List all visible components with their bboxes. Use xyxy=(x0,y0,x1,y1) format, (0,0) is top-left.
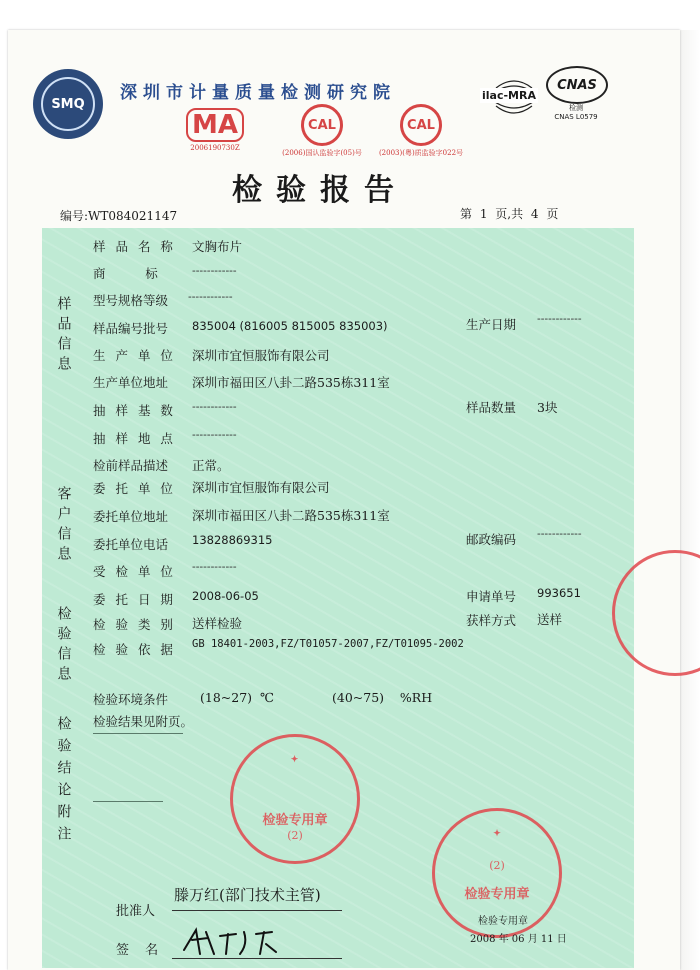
sign-label: 签 名 xyxy=(116,943,165,958)
sample-qty: 3块 xyxy=(537,400,558,415)
entrust-date: 2008-06-05 xyxy=(192,589,259,603)
obtain-label: 获样方式 xyxy=(466,613,517,628)
smq-logo: SMQ xyxy=(33,69,103,139)
page-info: 第 1 页,共 4 页 xyxy=(460,207,559,221)
env-label: 检验环境条件 xyxy=(93,692,169,707)
basis: GB 18401-2003,FZ/T01057-2007,FZ/T01095-2002 xyxy=(192,638,464,650)
cnas-logo: CNAS xyxy=(546,66,608,104)
report-date: 2008 年 06 月 11 日 xyxy=(470,934,567,945)
sampling-base: ------------ xyxy=(192,400,237,413)
prod-date: ------------ xyxy=(537,312,582,325)
institute-name: 深圳市计量质量检测研究院 xyxy=(120,83,396,103)
cal-cert-1: CAL (2006)国认监验字(05)号 xyxy=(282,104,362,158)
producer-addr-label: 生产单位地址 xyxy=(93,375,169,390)
stamp-caption: 检验专用章 xyxy=(478,916,528,927)
basis-label: 检 验 依 据 xyxy=(93,642,176,657)
handwritten-signature xyxy=(176,924,316,960)
pre-desc: 正常。 xyxy=(192,458,230,473)
producer-label: 生 产 单 位 xyxy=(93,348,176,363)
cnas-caption: 检测 CNAS L0579 xyxy=(554,104,598,121)
entrust-date-label: 委 托 日 期 xyxy=(93,592,176,607)
approver-label: 批准人 xyxy=(116,904,156,919)
conclusion-line xyxy=(93,801,163,802)
postcode-label: 邮政编码 xyxy=(466,532,517,547)
sample-name: 文胸布片 xyxy=(192,239,243,254)
client-addr-label: 委托单位地址 xyxy=(93,509,169,524)
apply-no-label: 申请单号 xyxy=(466,589,517,604)
brand: ------------ xyxy=(192,264,237,277)
section-conclusion: 检验结论附注 xyxy=(55,716,72,848)
approver-name: 滕万红(部门技术主管) xyxy=(174,886,321,904)
sample-qty-label: 样品数量 xyxy=(466,400,517,415)
insp-type-label: 检 验 类 别 xyxy=(93,617,176,632)
section-inspection: 检验信息 xyxy=(55,606,72,686)
model: ------------ xyxy=(188,290,233,303)
sampling-place-label: 抽 样 地 点 xyxy=(93,431,176,446)
result-underline xyxy=(93,733,183,734)
sample-name-label: 样 品 名 称 xyxy=(93,239,176,254)
inspected: ------------ xyxy=(192,560,237,573)
brand-label: 商 标 xyxy=(93,266,158,281)
model-label: 型号规格等级 xyxy=(93,293,169,308)
report-title: 检验报告 xyxy=(232,173,408,208)
producer-addr: 深圳市福田区八卦二路535栋311室 xyxy=(192,375,390,390)
center-stamp: ✦ 检验专用章 (2) xyxy=(230,734,360,864)
result-text: 检验结果见附页。 xyxy=(93,714,194,729)
apply-no: 993651 xyxy=(537,586,581,600)
ilac-mra-logo: ilac-MRA xyxy=(482,89,536,102)
sampling-place: ------------ xyxy=(192,428,237,441)
batch-label: 样品编号批号 xyxy=(93,321,169,336)
env-hum: (40~75) %RH xyxy=(332,690,433,705)
section-client: 客户信息 xyxy=(55,486,72,566)
approver-line xyxy=(172,910,342,911)
postcode: ------------ xyxy=(537,527,582,540)
env-temp: (18~27) ℃ xyxy=(200,690,274,705)
section-sample: 样品信息 xyxy=(55,296,72,376)
obtain: 送样 xyxy=(537,612,563,627)
client-tel-label: 委托单位电话 xyxy=(93,537,169,552)
prod-date-label: 生产日期 xyxy=(466,317,517,332)
cal-cert-2: CAL (2003)(粤)质监验字022号 xyxy=(376,104,466,158)
inspected-label: 受 检 单 位 xyxy=(93,564,176,579)
report-number: 编号:WT084021147 xyxy=(60,209,178,223)
right-stamp: ✦ 检验专用章 (2) xyxy=(432,808,562,938)
sign-line xyxy=(172,958,342,959)
client-addr: 深圳市福田区八卦二路535栋311室 xyxy=(192,508,390,523)
sampling-base-label: 抽 样 基 数 xyxy=(93,403,176,418)
cma-cert: MA 2006190730Z xyxy=(180,108,250,152)
client: 深圳市宜恒服饰有限公司 xyxy=(192,480,330,495)
client-label: 委 托 单 位 xyxy=(93,481,176,496)
client-tel: 13828869315 xyxy=(192,533,273,547)
producer: 深圳市宜恒服饰有限公司 xyxy=(192,348,330,363)
pre-desc-label: 检前样品描述 xyxy=(93,458,169,473)
batch: 835004 (816005 815005 835003) xyxy=(192,319,388,333)
insp-type: 送样检验 xyxy=(192,616,243,631)
